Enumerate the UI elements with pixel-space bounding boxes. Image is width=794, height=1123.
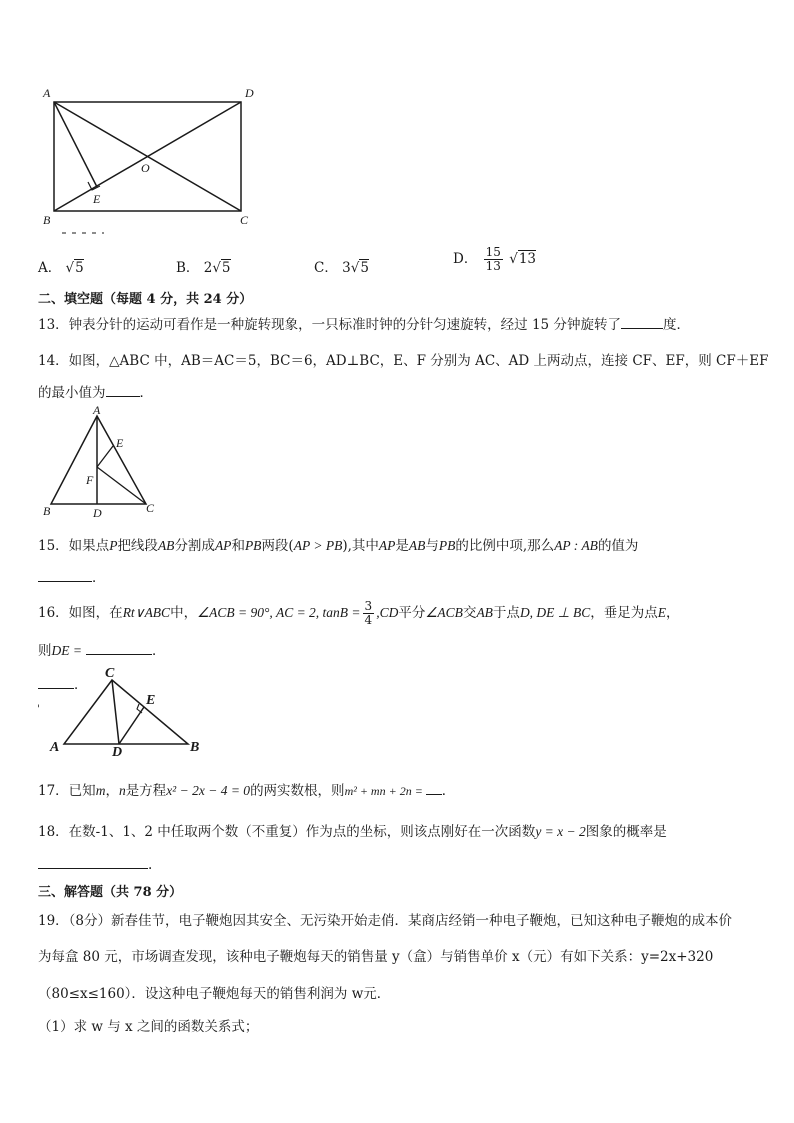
question-19-line-3: （80≤x≤160）．设这种电子鞭炮每天的销售利润为 w元． (38, 986, 391, 1002)
option-a: A． √5 (38, 260, 84, 276)
question-16-line-1: 16．如图，在Rt∨ABC中，∠ACB = 90°, AC = 2, tanB = $\frac{3}{4}$ ,CD平分∠ACB交AB于点D, DE ⊥ BC，垂足为点E， (38, 599, 680, 628)
perpendicular-de (119, 707, 144, 744)
label-e: E (116, 436, 124, 450)
label-c: C (105, 666, 115, 681)
label-c: C (146, 501, 155, 515)
option-b: B． 2√5 (176, 260, 231, 276)
label-b: B (43, 504, 51, 518)
bisector-cd (112, 680, 119, 744)
question-16-line-2: 则DE = ． (38, 643, 166, 659)
answer-blank (38, 868, 148, 869)
label-a: A (43, 86, 51, 100)
question-14-line-1: 14．如图，△ABC 中，AB＝AC＝5，BC＝6，AD⊥BC，E、F 分别为 AC、AD 上两动点，连接 CF、EF，则 CF＋EF (38, 353, 769, 369)
label-d: D (245, 86, 254, 100)
question-15-blank-line: ． (38, 566, 106, 586)
question-19-line-4: （1）求 w 与 x 之间的函数关系式； (38, 1019, 259, 1035)
question-19-line-1: 19．（8分）新春佳节，电子鞭炮因其安全、无污染开始走俏．某商店经销一种电子鞭炮，已知这种电子鞭炮的成本价 (38, 913, 733, 929)
question-14-line-2: 的最小值为 ． (38, 385, 153, 401)
question-18: 18．在数-1、1、2 中任取两个数（不重复）作为点的坐标，则该点刚好在一次函数y = x − 2图象的概率是 (38, 824, 667, 840)
question-19-line-2: 为每盒 80 元，市场调查发现，该种电子鞭炮每天的销售量 y（盒）与销售单价 x（元）有如下关系：y=2x+320 (38, 949, 714, 965)
label-f: F (86, 473, 94, 487)
option-d: D． $\frac{15}{13}$ √13 (453, 245, 536, 274)
label-d: D (93, 506, 102, 520)
section-3-title: 三、解答题（共 78 分） (38, 885, 183, 900)
label-a: A (93, 403, 101, 417)
label-e: E (93, 192, 101, 206)
answer-blank (426, 794, 442, 795)
label-e: E (146, 693, 156, 708)
question-18-blank-line: . (38, 857, 152, 873)
question-17: 17．已知m，n是方程x² − 2x − 4 = 0的两实数根，则m² + mn + 2n = ． (38, 783, 456, 799)
label-b: B (43, 213, 51, 227)
fraction: $\frac{3}{4}$ (364, 599, 373, 628)
fraction: $\frac{15}{13}$ (485, 245, 501, 274)
option-c: C． 3√5 (314, 260, 369, 276)
section-2-title: 二、填空题（每题 4 分，共 24 分） (38, 292, 253, 307)
question-15: 15．如果点P把线段AB分割成AP和PB两段(AP > PB),其中AP是AB与PB的比例中项,那么AP : AB的值为 (38, 538, 639, 554)
stray-mark: ' (37, 704, 40, 715)
label-b: B (190, 740, 200, 755)
label-c: C (240, 213, 249, 227)
label-d: D (112, 745, 123, 760)
question-13: 13．钟表分针的运动可看作是一种旋转现象，一只标准时钟的分针匀速旋转，经过 15 分钟旋转了 度． (38, 317, 690, 333)
label-a: A (50, 740, 60, 755)
question-16-stray-blank: ． (38, 673, 88, 693)
label-o: O (141, 161, 150, 175)
